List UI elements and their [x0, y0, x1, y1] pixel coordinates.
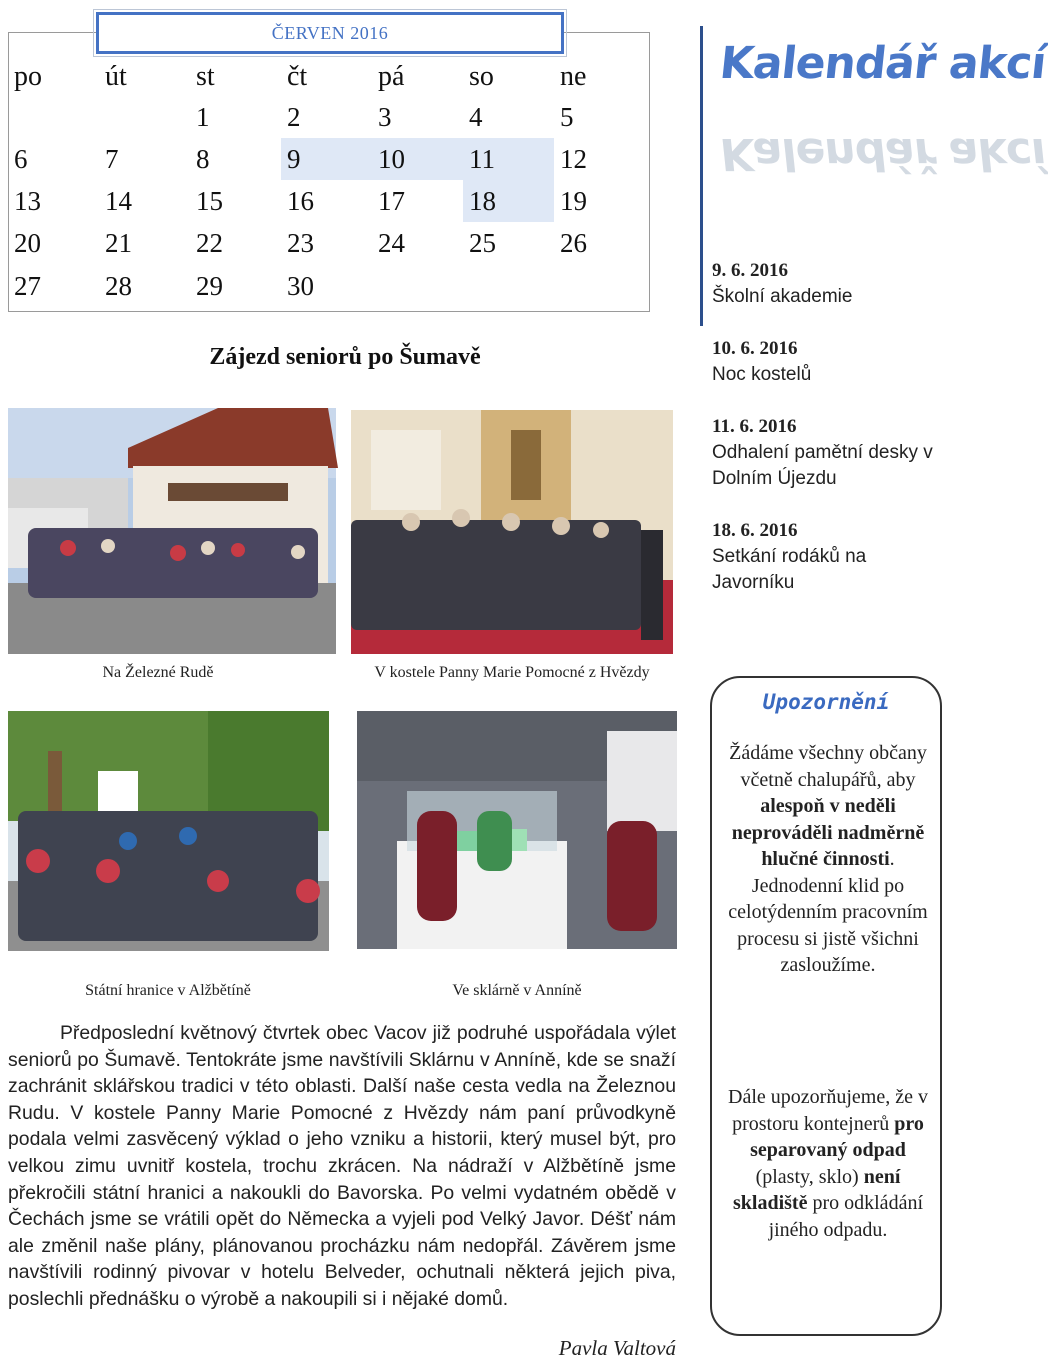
weekday-label: ne [560, 61, 587, 92]
notice-emphasis: alespoň v neděli neprováděli nadměrně hlučné činnosti [731, 795, 925, 870]
calendar-day: 14 [105, 186, 132, 216]
event-item [712, 414, 952, 492]
photo-glassworks [357, 711, 677, 949]
photo-image [357, 711, 677, 949]
event-item [712, 518, 952, 596]
calendar-day: 7 [105, 144, 119, 174]
calendar-day: 26 [560, 228, 587, 258]
calendar-day: 1 [196, 102, 210, 132]
calendar-week-row [8, 138, 648, 180]
calendar-banner [716, 20, 1048, 220]
event-date: 9. 6. 2016 [712, 260, 788, 281]
event-item [712, 336, 952, 388]
calendar-day: 12 [560, 144, 587, 174]
notice-title: Upozornění [762, 690, 890, 714]
calendar-day-event: 11 [463, 138, 554, 180]
calendar-week-row [8, 180, 648, 222]
weekday-label: st [196, 61, 215, 92]
photo-image [8, 711, 329, 951]
photo-caption: V kostele Panny Marie Pomocné z Hvězdy [374, 664, 650, 681]
weekday-label: po [14, 61, 42, 92]
calendar-day: 5 [560, 102, 574, 132]
notice-text: Žádáme všechny občany včetně chalupářů, aby [729, 742, 927, 791]
banner-divider [700, 26, 703, 326]
event-description: Noc kostelů [712, 364, 812, 385]
weekday-label: pá [378, 61, 405, 92]
photo-church [351, 410, 673, 654]
banner-reflection: Kalendář akcí [717, 128, 1048, 179]
notice-paragraph-waste [726, 1084, 930, 1243]
event-description: Odhalení pamětní desky v Dolním Újezdu [712, 442, 933, 489]
event-date: 11. 6. 2016 [712, 416, 797, 437]
weekday-label: čt [287, 61, 308, 92]
calendar-day: 29 [196, 271, 223, 301]
notice-box [710, 676, 942, 1336]
photo-caption: Na Železné Rudě [102, 664, 214, 681]
notice-emphasis: není skladiště [733, 1165, 901, 1214]
article-author: Pavla Valtová [558, 1336, 676, 1360]
event-item [712, 258, 952, 310]
notice-paragraph-quiet [726, 740, 930, 979]
calendar-week-row [8, 96, 648, 138]
calendar-day: 6 [14, 144, 28, 174]
notice-text: Dále upozorňujeme, že v prostoru kontejnerů [728, 1086, 928, 1135]
notice-emphasis: pro separovaný odpad [750, 1112, 924, 1161]
calendar-day: 27 [14, 271, 41, 301]
calendar-day: 15 [196, 186, 223, 216]
calendar-day: 8 [196, 144, 210, 174]
calendar-day: 20 [14, 228, 41, 258]
calendar-week-row [8, 265, 648, 307]
weekday-label: so [469, 61, 494, 92]
events-list [712, 258, 952, 622]
calendar-day: 24 [378, 228, 405, 258]
calendar-day: 16 [287, 186, 314, 216]
notice-text: (plasty, sklo) [755, 1165, 859, 1188]
article-title: Zájezd seniorů po Šumavě [209, 344, 481, 370]
photo-border [8, 711, 329, 951]
notice-text: pro odkládání jiného odpadu. [768, 1192, 923, 1241]
calendar-day-event: 10 [372, 138, 463, 180]
calendar-day-event: 18 [463, 180, 554, 222]
calendar-day: 19 [560, 186, 587, 216]
calendar-day: 30 [287, 271, 314, 301]
calendar-month-box [96, 12, 564, 54]
photo-caption: Ve sklárně v Anníně [452, 982, 582, 999]
calendar-day: 13 [14, 186, 41, 216]
weekday-label: út [105, 61, 127, 92]
calendar-day: 17 [378, 186, 405, 216]
calendar-day-event: 9 [281, 138, 372, 180]
event-date: 18. 6. 2016 [712, 520, 798, 541]
banner-title: Kalendář akcí [717, 38, 1048, 89]
photo-caption: Státní hranice v Alžbětíně [85, 982, 251, 999]
calendar-day: 3 [378, 102, 392, 132]
calendar-day: 21 [105, 228, 132, 258]
calendar-weekday-row [8, 56, 648, 98]
event-description: Školní akademie [712, 286, 853, 307]
calendar-day: 25 [469, 228, 496, 258]
event-date: 10. 6. 2016 [712, 338, 798, 359]
calendar-day: 4 [469, 102, 483, 132]
photo-image [8, 408, 336, 654]
calendar-day: 22 [196, 228, 223, 258]
photo-zelezna-ruda [8, 408, 336, 654]
calendar-day: 2 [287, 102, 301, 132]
event-description: Setkání rodáků na Javorníku [712, 546, 867, 593]
calendar-month-title: ČERVEN 2016 [271, 23, 389, 43]
calendar-day: 28 [105, 271, 132, 301]
calendar-week-row [8, 222, 648, 264]
article-body: Předposlední květnový čtvrtek obec Vacov již podruhé uspořádala výlet seniorů po Šumavě. Tentokráte jsme navštívili Sklárnu v Anníně, kde se snaží zachránit sklářskou tradici v této oblasti. Další naše cesta vedla na Železnou Rudu. V kostele Panny Marie Pomocné z Hvězdy nám paní průvodkyně podala velmi zasvěcený výklad o jeho vzniku a historii, který musel být, pro velkou zimu uvnitř kostela, trochu zkrácen. Na nádraží v Alžbětíně jsme překročili státní hranici a nakoukli do Bavorska. Po velmi vydatném obědě v Čechách jsme se vrátili opět do Německa a vyjeli pod Velký Javor. Déšť nám ale změnil naše plány, plánovanou procházku nám nedopřál. Závěrem jsme navštívili rodinný pivovar v hotelu Belveder, ochutnali některá jejich piva, poslechli přednášku o výrobě a nakoupili si i nějaké domů. [8, 1022, 676, 1310]
notice-text: . Jednodenní klid po celotýdenním pracovním procesu si jistě všichni zasloužíme. [728, 848, 928, 976]
calendar-day: 23 [287, 228, 314, 258]
photo-image [351, 410, 673, 654]
